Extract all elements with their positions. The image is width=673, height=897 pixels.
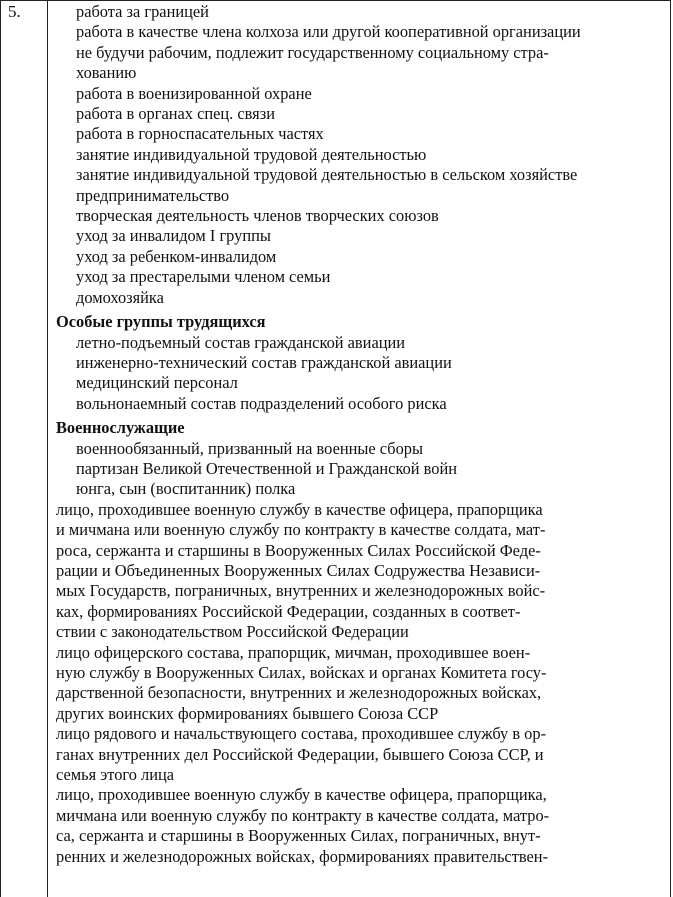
- paragraph: [56, 785, 666, 867]
- list-item: [76, 226, 666, 246]
- text-line: творческая деятельность членов творческих союзов: [76, 206, 439, 226]
- text-line: ганах внутренних дел Российской Федерации, бывшего Союза ССР, и: [56, 744, 544, 764]
- section-heading-special-groups: Особые группы трудящихся: [56, 312, 266, 332]
- text-line: работа в горноспасательных частях: [76, 124, 324, 144]
- list-item: партизан Великой Отечественной и Гражданской войн: [76, 458, 458, 478]
- text-line: мых Государств, пограничных, внутренних и железнодорожных войс-: [56, 581, 546, 601]
- text-line: уход за инвалидом I группы: [76, 226, 271, 246]
- paragraph: [56, 643, 666, 725]
- text-line: и мичмана или военную службу по контракту в качестве солдата, мат-: [56, 520, 546, 540]
- list-item: [76, 22, 666, 83]
- text-line: рации и Объединенных Вооруженных Силах Содружества Независи-: [56, 560, 541, 580]
- text-line: лицо рядового и начальствующего состава, проходившее службу в ор-: [56, 724, 547, 744]
- text-line: работа в качестве члена колхоза или другой кооперативной организации: [76, 22, 581, 42]
- text-line: дарственной безопасности, внутренних и железнодорожных войсках,: [56, 683, 542, 703]
- list-item: [76, 84, 666, 104]
- row-number: 5.: [8, 2, 21, 21]
- list-item: [76, 247, 666, 267]
- text-line: лицо офицерского состава, прапорщик, мичман, проходившее воен-: [56, 642, 531, 662]
- list-item: юнга, сын (воспитанник) полка: [76, 479, 296, 499]
- list-item: летно-подъемный состав гражданской авиации: [76, 332, 406, 352]
- text-line: работа за границей: [76, 2, 209, 21]
- paragraph: [56, 724, 666, 785]
- text-line: ную службу в Вооруженных Силах, войсках и органах Комитета госу-: [56, 663, 547, 682]
- text-line: ренних и железнодорожных войсках, формированиях правительствен-: [56, 846, 549, 866]
- list-item: [76, 206, 666, 226]
- work-types-list: [56, 2, 666, 308]
- special-groups-list: [56, 333, 666, 415]
- text-line: не будучи рабочим, подлежит государственному социальному стра-: [76, 42, 549, 62]
- text-line: лицо, проходившее военную службу в качестве офицера, прапорщика: [56, 499, 543, 519]
- text-line: ках, формированиях Российской Федерации, созданных в соответ-: [56, 601, 521, 621]
- text-line: уход за ребенком-инвалидом: [76, 246, 277, 266]
- section-heading-military: Военнослужащие: [56, 418, 185, 438]
- text-line: роса, сержанта и старшины в Вооруженных Силах Российской Феде-: [56, 540, 541, 560]
- paragraph: [56, 500, 666, 643]
- list-item: [76, 145, 666, 165]
- text-line: са, сержанта и старшины в Вооруженных Силах, пограничных, внут-: [56, 826, 541, 846]
- text-line: предпринимательство: [76, 185, 230, 205]
- text-line: других воинских формированиях бывшего Союза ССР: [56, 703, 439, 723]
- military-paragraphs: [56, 500, 666, 867]
- text-line: лицо, проходившее военную службу в качестве офицера, прапорщика,: [56, 785, 547, 805]
- list-item: [76, 104, 666, 124]
- row-content: [56, 2, 666, 867]
- list-item: [76, 165, 666, 185]
- text-line: мичмана или военную службу по контракту в качестве солдата, матро-: [56, 805, 550, 825]
- text-line: семья этого лица: [56, 765, 175, 785]
- list-item: [76, 267, 666, 287]
- list-item: военнообязанный, призванный на военные сборы: [76, 438, 423, 458]
- list-item: медицинский персонал: [76, 373, 238, 393]
- text-line: работа в военизированной охране: [76, 83, 312, 103]
- text-line: хованию: [76, 63, 137, 83]
- text-line: ствии с законодательством Российской Федерации: [56, 622, 409, 642]
- list-item: вольнонаемный состав подразделений особого риска: [76, 393, 447, 413]
- text-line: занятие индивидуальной трудовой деятельностью: [76, 144, 427, 164]
- text-line: работа в органах спец. связи: [76, 104, 275, 124]
- list-item: инженерно-технический состав гражданской авиации: [76, 352, 452, 372]
- list-item: [76, 186, 666, 206]
- military-list: [56, 439, 666, 500]
- text-line: занятие индивидуальной трудовой деятельностью в сельском хозяйстве: [76, 165, 578, 185]
- text-line: уход за престарелыми членом семьи: [76, 267, 331, 287]
- list-item: [76, 2, 666, 22]
- list-item: [76, 124, 666, 144]
- list-item: [76, 288, 666, 308]
- text-line: домохозяйка: [76, 287, 164, 307]
- column-divider: [47, 0, 48, 897]
